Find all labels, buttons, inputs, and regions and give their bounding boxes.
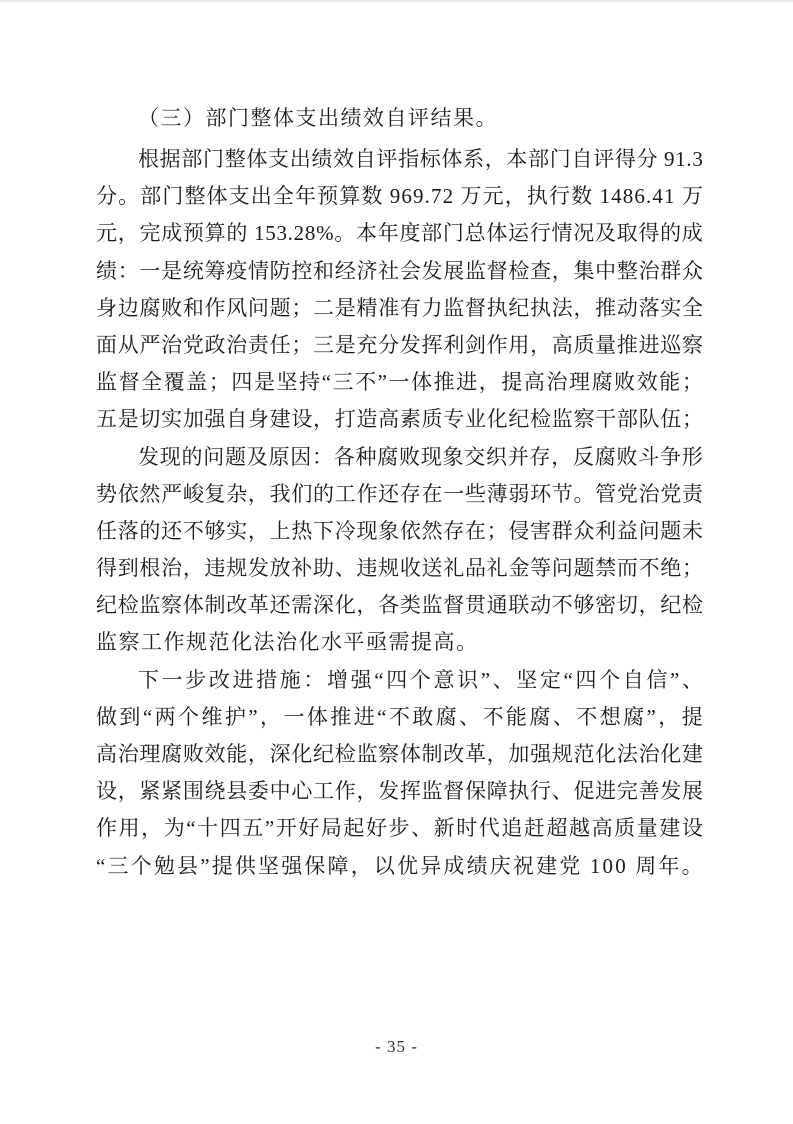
page-number: - 35 -	[375, 1037, 418, 1056]
paragraph-self-evaluation	[96, 141, 703, 439]
text-line: 作 用 ， 为 “ 十 四 五 ” 开 好 局 起 好 步 、 新 时 代 追 赶 超 越 高 质 量 建 设	[96, 816, 703, 841]
paragraph-problems-and-causes	[96, 439, 703, 662]
text-line: 面 从 严 治 党 政 治 责 任 ； 三 是 充 分 发 挥 利 剑 作 用 ， 高 质 量 推 进 巡 察	[96, 332, 703, 357]
document-body	[96, 99, 703, 885]
text-line: 发 现 的 问 题 及 原 因 ： 各 种 腐 败 现 象 交 织 并 存 ， 反 腐 败 斗 争 形	[138, 444, 703, 469]
text-line: 得 到 根 治 ， 违 规 发 放 补 助 、 违 规 收 送 礼 品 礼 金 等 问 题 禁 而 不 绝 ；	[96, 556, 703, 581]
text-line: 绩 ： 一 是 统 筹 疫 情 防 控 和 经 济 社 会 发 展 监 督 检 查 ， 集 中 整 治 群 众	[96, 258, 703, 283]
text-line: 元 ， 完 成 预 算 的 1 5 3 . 2 8 % 。 本 年 度 部 门 总 体 运 行 情 况 及 取 得 的 成	[96, 221, 703, 246]
text-line: 势 依 然 严 峻 复 杂 ， 我 们 的 工 作 还 存 在 一 些 薄 弱 环 节 。 管 党 治 党 责	[96, 481, 703, 506]
text-line: 监 督 全 覆 盖 ； 四 是 坚 持 “ 三 不 ” 一 体 推 进 ， 提 高 治 理 腐 败 效 能 ；	[96, 370, 703, 395]
text-line: 身 边 腐 败 和 作 风 问 题 ； 二 是 精 准 有 力 监 督 执 纪 执 法 ， 推 动 落 实 全	[96, 295, 703, 320]
text-line: “ 三 个 勉 县 ” 提 供 坚 强 保 障 ， 以 优 异 成 绩 庆 祝 建 党 1 0 0 周 年 。	[96, 853, 703, 878]
text-line: 高 治 理 腐 败 效 能 ， 深 化 纪 检 监 察 体 制 改 革 ， 加 强 规 范 化 法 治 化 建	[96, 742, 703, 766]
text-line: 监察工作规范化法治化水平亟需提高。	[96, 630, 479, 655]
text-line: 纪 检 监 察 体 制 改 革 还 需 深 化 ， 各 类 监 督 贯 通 联 动 不 够 密 切 ， 纪 检	[96, 593, 703, 618]
section-heading: （三）部门整体支出绩效自评结果。	[138, 106, 498, 130]
text-line: 任 落 的 还 不 够 实 ， 上 热 下 冷 现 象 依 然 存 在 ； 侵 害 群 众 利 益 问 题 未	[96, 518, 703, 543]
text-line: 下 一 步 改 进 措 施 ： 增 强 “ 四 个 意 识 ” 、 坚 定 “ 四 个 自 信 ” 、	[138, 667, 703, 692]
text-line: 做 到 “ 两 个 维 护 ” ， 一 体 推 进 “ 不 敢 腐 、 不 能 腐 、 不 想 腐 ” ， 提	[96, 704, 703, 729]
text-line: 分 。 部 门 整 体 支 出 全 年 预 算 数 9 6 9 . 7 2 万 元 ， 执 行 数 1 4 8 6 . 4 1 万	[96, 184, 703, 209]
text-line: 根 据 部 门 整 体 支 出 绩 效 自 评 指 标 体 系 ， 本 部 门 自 评 得 分 9 1 . 3	[138, 147, 703, 171]
text-line: 五 是 切 实 加 强 自 身 建 设 ， 打 造 高 素 质 专 业 化 纪 检 监 察 干 部 队 伍 ；	[96, 407, 703, 432]
text-line: 设 ， 紧 紧 围 绕 县 委 中 心 工 作 ， 发 挥 监 督 保 障 执 行 、 促 进 完 善 发 展	[96, 779, 703, 804]
page-footer	[0, 1034, 793, 1060]
paragraph-improvement-measures	[96, 662, 703, 885]
